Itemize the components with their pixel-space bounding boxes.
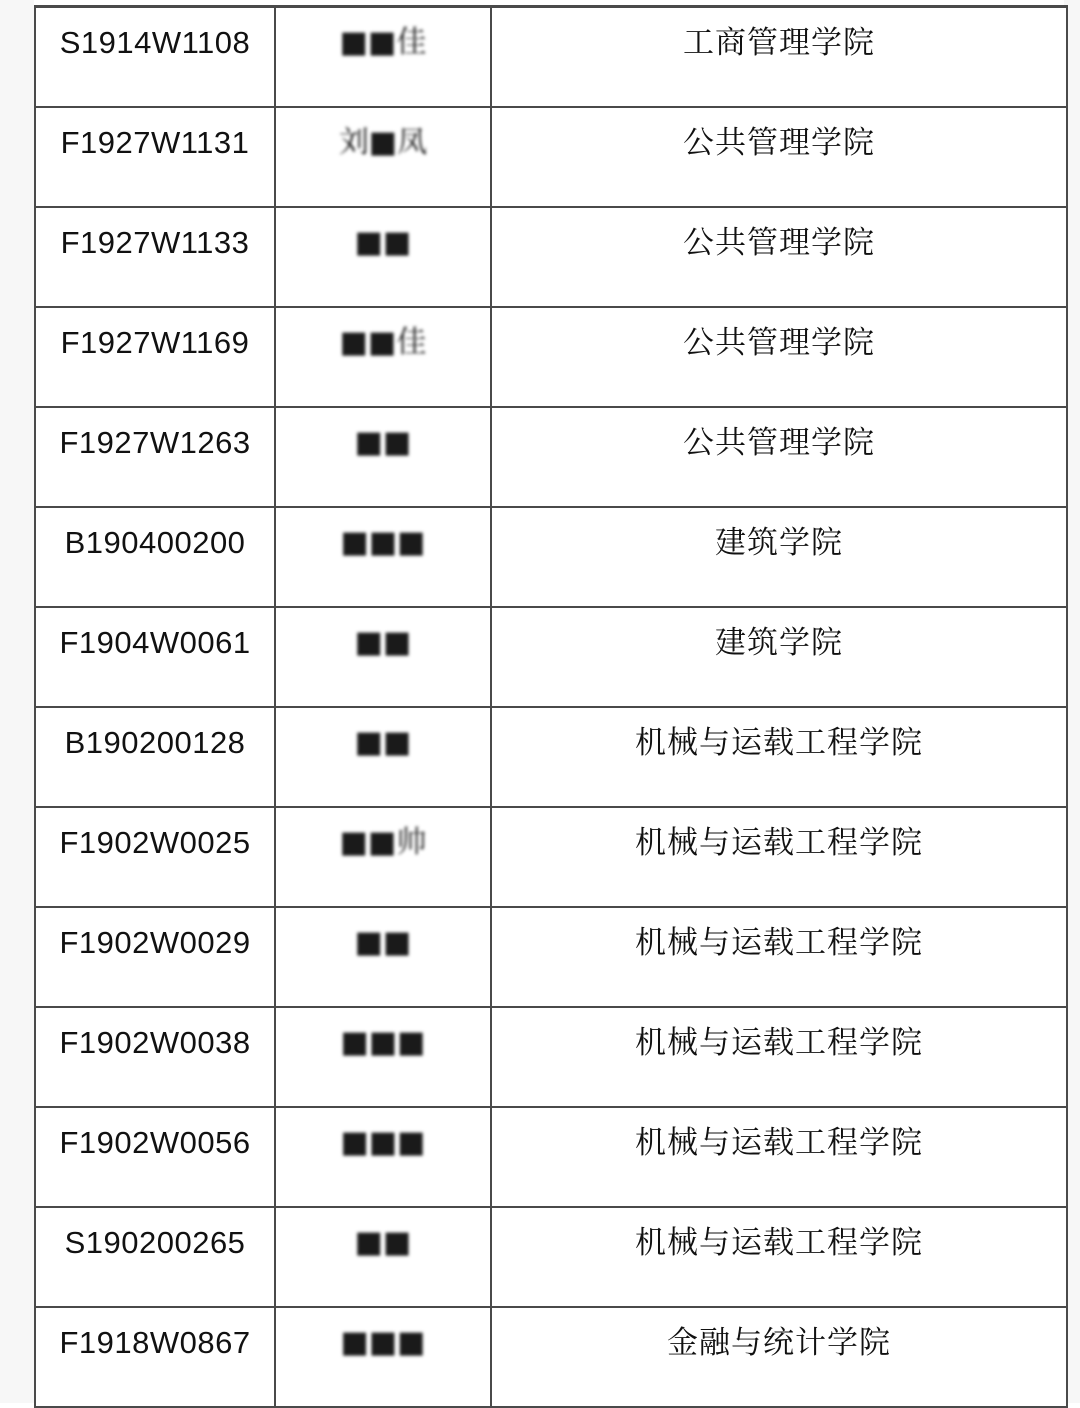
student-id: F1927W1169 [60, 325, 250, 360]
student-id-cell [35, 107, 275, 207]
table-row [35, 1007, 1067, 1107]
college-name: 公共管理学院 [683, 225, 875, 261]
table-row [35, 7, 1067, 108]
college-name: 机械与运载工程学院 [635, 1025, 923, 1061]
student-name-redacted: ■■■ [340, 1325, 426, 1360]
student-name-cell [275, 1107, 491, 1207]
table-row [35, 1207, 1067, 1307]
table-row [35, 707, 1067, 807]
table-row [35, 107, 1067, 207]
student-name-cell [275, 1307, 491, 1407]
page-margin-left [0, 0, 34, 1403]
college-cell [491, 307, 1067, 407]
college-cell [491, 1307, 1067, 1407]
college-name: 机械与运载工程学院 [635, 925, 923, 961]
student-name-redacted: ■■ [354, 625, 412, 660]
college-cell [491, 107, 1067, 207]
student-id-cell [35, 307, 275, 407]
college-cell [491, 607, 1067, 707]
college-name: 建筑学院 [715, 525, 843, 561]
table-row [35, 907, 1067, 1007]
table-row [35, 607, 1067, 707]
student-id: B190200128 [64, 725, 246, 760]
student-name-redacted: ■■ [354, 225, 412, 260]
student-name-redacted: ■■佳 [339, 25, 427, 60]
college-cell [491, 1007, 1067, 1107]
college-name: 机械与运载工程学院 [635, 1125, 923, 1161]
student-id-cell [35, 907, 275, 1007]
student-id: F1902W0056 [59, 1125, 251, 1160]
college-cell [491, 507, 1067, 607]
student-id: F1902W0038 [59, 1025, 251, 1060]
student-id: S190200265 [64, 1225, 246, 1260]
student-id-cell [35, 1007, 275, 1107]
student-id-cell [35, 707, 275, 807]
student-id: B190400200 [64, 525, 246, 560]
table-row [35, 307, 1067, 407]
college-name: 金融与统计学院 [667, 1325, 891, 1361]
student-name-redacted: ■■ [354, 725, 412, 760]
student-name-cell [275, 1207, 491, 1307]
table-row [35, 1307, 1067, 1407]
student-id: S1914W1108 [59, 25, 251, 60]
college-name: 公共管理学院 [683, 325, 875, 361]
student-name-cell [275, 807, 491, 907]
student-id-cell [35, 507, 275, 607]
college-name: 工商管理学院 [683, 25, 875, 61]
student-name-cell [275, 707, 491, 807]
student-id-cell [35, 807, 275, 907]
college-name: 公共管理学院 [683, 125, 875, 161]
student-id-cell [35, 1307, 275, 1407]
table-row [35, 1107, 1067, 1207]
college-cell [491, 1107, 1067, 1207]
student-id: F1902W0029 [59, 925, 251, 960]
student-id: F1918W0867 [59, 1325, 251, 1360]
roster-body [35, 7, 1067, 1408]
student-name-cell [275, 307, 491, 407]
student-name-redacted: ■■■ [340, 525, 426, 560]
student-id: F1927W1133 [60, 225, 250, 260]
college-cell [491, 907, 1067, 1007]
college-cell [491, 7, 1067, 108]
college-name: 公共管理学院 [683, 425, 875, 461]
table-row [35, 807, 1067, 907]
student-name-cell [275, 107, 491, 207]
student-roster-table [34, 5, 1068, 1408]
table-row [35, 207, 1067, 307]
student-id: F1902W0025 [59, 825, 251, 860]
student-name-cell [275, 907, 491, 1007]
student-name-redacted: ■■ [354, 1225, 412, 1260]
student-id-cell [35, 7, 275, 108]
college-name: 机械与运载工程学院 [635, 725, 923, 761]
student-name-redacted: ■■佳 [339, 325, 427, 360]
college-name: 机械与运载工程学院 [635, 1225, 923, 1261]
student-name-redacted: 刘■凤 [338, 125, 428, 160]
student-id-cell [35, 1107, 275, 1207]
student-id-cell [35, 407, 275, 507]
student-id: F1927W1263 [59, 425, 251, 460]
student-name-redacted: ■■■ [340, 1125, 426, 1160]
table-row [35, 507, 1067, 607]
student-id-cell [35, 607, 275, 707]
student-name-redacted: ■■ [354, 925, 412, 960]
student-id-cell [35, 1207, 275, 1307]
student-id: F1927W1131 [60, 125, 250, 160]
college-cell [491, 807, 1067, 907]
college-cell [491, 407, 1067, 507]
student-name-cell [275, 1007, 491, 1107]
student-name-cell [275, 7, 491, 108]
college-name: 机械与运载工程学院 [635, 825, 923, 861]
student-name-cell [275, 607, 491, 707]
student-name-cell [275, 507, 491, 607]
student-id: F1904W0061 [59, 625, 251, 660]
student-id-cell [35, 207, 275, 307]
student-name-cell [275, 407, 491, 507]
student-name-redacted: ■■■ [340, 1025, 426, 1060]
college-name: 建筑学院 [715, 625, 843, 661]
student-name-cell [275, 207, 491, 307]
college-cell [491, 707, 1067, 807]
student-name-redacted: ■■ [354, 425, 412, 460]
college-cell [491, 1207, 1067, 1307]
table-row [35, 407, 1067, 507]
student-name-redacted: ■■帅 [339, 825, 427, 860]
college-cell [491, 207, 1067, 307]
